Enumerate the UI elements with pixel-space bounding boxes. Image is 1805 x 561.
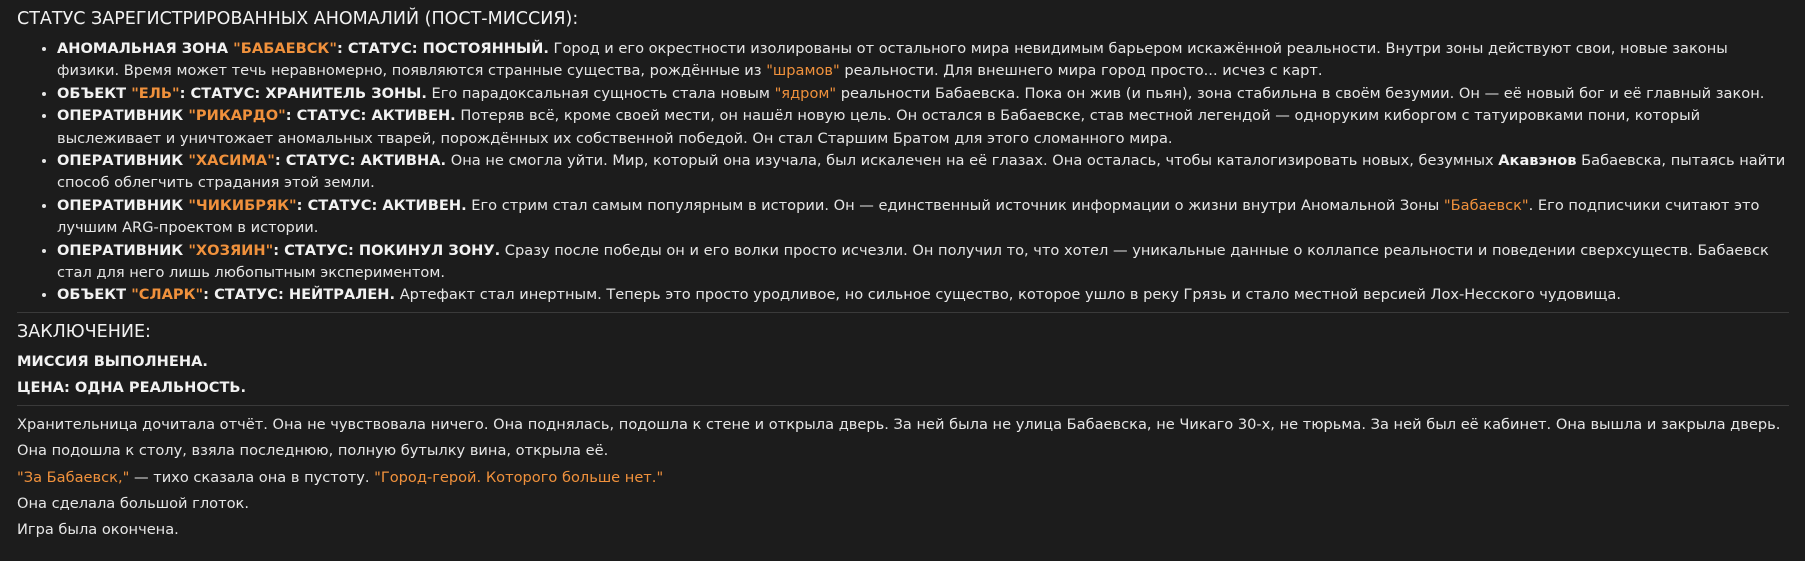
item-lead: ОБЪЕКТ xyxy=(57,84,132,102)
anomaly-list xyxy=(17,38,1789,307)
item-name: "ЧИКИБРЯК" xyxy=(188,196,297,214)
item-text: Артефакт стал инертным. Теперь это просто уродливое, но сильное существо, которое ушло в реку Грязь и стало местной версией Лох-Несского чудовища. xyxy=(395,286,1621,304)
story-quote: "Город-герой. Которого больше нет." xyxy=(374,468,664,486)
item-status: : СТАТУС: ХРАНИТЕЛЬ ЗОНЫ. xyxy=(179,84,427,102)
list-item xyxy=(57,240,1789,285)
list-item xyxy=(57,105,1789,150)
list-item xyxy=(57,284,1789,306)
story-paragraph xyxy=(17,467,1789,489)
item-status: : СТАТУС: АКТИВНА. xyxy=(274,152,447,170)
item-name: "ЕЛЬ" xyxy=(131,84,180,102)
item-name: "СЛАРК" xyxy=(131,286,204,304)
list-item xyxy=(57,150,1789,195)
item-name: "ХОЗЯИН" xyxy=(188,241,274,259)
item-name: "БАБАЕВСК" xyxy=(233,40,337,57)
story-paragraph: Хранительница дочитала отчёт. Она не чувствовала ничего. Она поднялась, подошла к стене и открыла дверь. За ней была не улица Бабаевска, не Чикаго 30-х, не тюрьма. За ней был её кабинет. Она вышла и закрыла дверь. xyxy=(17,415,1781,433)
item-lead: ОПЕРАТИВНИК xyxy=(57,107,189,125)
item-text: Его стрим стал самым популярным в истории. Он — единственный источник информации о жизни внутри Аномальной Зоны xyxy=(466,196,1444,214)
story-paragraph: Она подошла к столу, взяла последнюю, полную бутылку вина, открыла её. xyxy=(17,442,609,460)
section-divider xyxy=(17,312,1789,313)
conclusion-line-cost: ЦЕНА: ОДНА РЕАЛЬНОСТЬ. xyxy=(17,379,247,397)
item-highlight: "Бабаевск" xyxy=(1443,196,1529,214)
item-name: "ХАСИМА" xyxy=(188,152,275,170)
item-lead: ОПЕРАТИВНИК xyxy=(57,241,189,259)
item-status: : СТАТУС: НЕЙТРАЛЕН. xyxy=(203,286,396,304)
section-divider xyxy=(17,405,1789,406)
item-text: Потеряв всё, кроме своей мести, он нашёл новую цель. Он остался в Бабаевске, став местной легендой — одноруким киборгом с татуировками пони, который выслеживает и уничтожает аномальных тварей, порождённых их собственной победой. Он стал Старшим Братом для этого сломанного мира. xyxy=(57,107,1701,147)
item-text: . Его подписчики считают это лучшим ARG-проектом в истории. xyxy=(57,196,1760,237)
item-lead: АНОМАЛЬНАЯ ЗОНА xyxy=(57,40,234,57)
item-lead: ОБЪЕКТ xyxy=(57,286,132,304)
item-text: Она не смогла уйти. Мир, который она изучала, был искалечен на её глазах. Она осталась, чтобы каталогизировать новых, безумных xyxy=(446,152,1499,170)
story-paragraph: Игра была окончена. xyxy=(17,521,179,539)
item-name: "РИКАРДО" xyxy=(188,107,286,125)
item-status: : СТАТУС: ПОКИНУЛ ЗОНУ. xyxy=(273,241,501,259)
conclusion-line-mission: МИССИЯ ВЫПОЛНЕНА. xyxy=(17,352,208,370)
story-quote: "За Бабаевск," xyxy=(17,468,130,486)
item-lead: ОПЕРАТИВНИК xyxy=(57,196,189,214)
item-status: : СТАТУС: АКТИВЕН. xyxy=(296,196,467,214)
status-title: СТАТУС ЗАРЕГИСТРИРОВАННЫХ АНОМАЛИЙ (ПОСТ-МИССИЯ): xyxy=(17,9,579,29)
list-item xyxy=(57,38,1789,83)
list-item xyxy=(57,83,1789,105)
story-paragraph: Она сделала большой глоток. xyxy=(17,494,249,512)
item-text: реальности Бабаевска. Пока он жив (и пьян), зона стабильна в своём безумии. Он — её новый бог и её главный закон. xyxy=(836,84,1765,102)
item-lead: ОПЕРАТИВНИК xyxy=(57,152,189,170)
story-text: — тихо сказала она в пустоту. xyxy=(129,468,375,486)
item-text: Город и его окрестности изолированы от остального мира невидимым барьером искажённой реальности. Внутри зоны действуют свои, новые законы физики. Время может течь неравномерно, появляются странные существа, рождённые из xyxy=(57,40,1728,80)
conclusion-title: ЗАКЛЮЧЕНИЕ: xyxy=(17,321,151,342)
item-status: : СТАТУС: АКТИВЕН. xyxy=(285,107,456,125)
item-text: Сразу после победы он и его волки просто исчезли. Он получил то, что хотел — уникальные данные о коллапсе реальности и поведении сверхсуществ. Бабаевск стал для него лишь любопытным экспериментом. xyxy=(57,241,1769,282)
item-status: : СТАТУС: ПОСТОЯННЫЙ. xyxy=(336,40,549,57)
item-text: Бабаевска, пытаясь найти способ облегчить страдания этой земли. xyxy=(57,152,1786,192)
item-highlight: "шрамов" xyxy=(766,62,840,80)
item-highlight: "ядром" xyxy=(774,84,837,102)
item-text: реальности. Для внешнего мира город просто... исчез с карт. xyxy=(839,62,1323,80)
item-bold-term: Акавэнов xyxy=(1498,152,1577,170)
list-item xyxy=(57,195,1789,240)
item-text: Его парадоксальная сущность стала новым xyxy=(426,84,775,102)
